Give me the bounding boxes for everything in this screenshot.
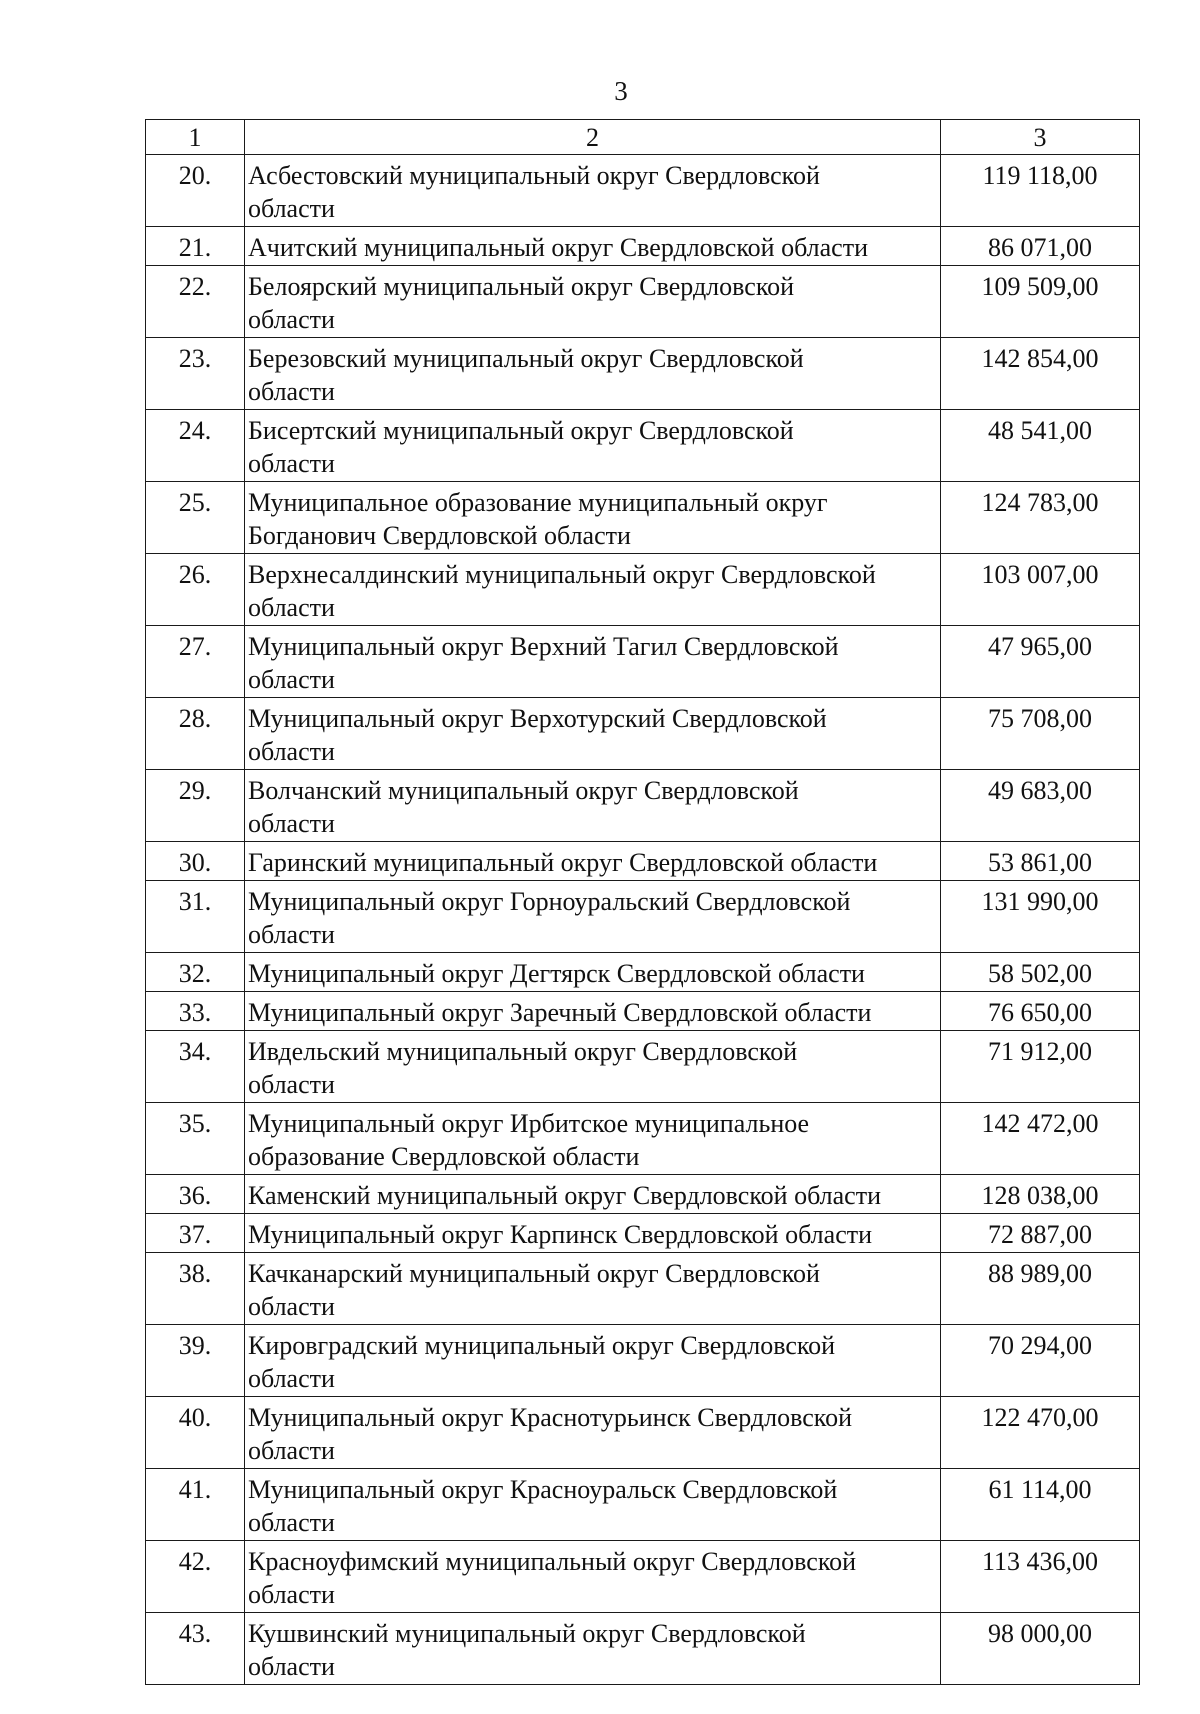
amount-value: 49 683,00 <box>941 770 1140 842</box>
municipality-name: Муниципальный округ Красноуральск Свердловской области <box>245 1469 941 1541</box>
amount-value: 142 854,00 <box>941 338 1140 410</box>
municipality-name: Березовский муниципальный округ Свердловской области <box>245 338 941 410</box>
row-number: 26. <box>146 554 245 626</box>
municipality-name: Волчанский муниципальный округ Свердловской области <box>245 770 941 842</box>
municipality-name: Бисертский муниципальный округ Свердловской области <box>245 410 941 482</box>
row-number: 38. <box>146 1253 245 1325</box>
table-row <box>146 338 1140 410</box>
municipality-name: Муниципальный округ Горноуральский Свердловской области <box>245 881 941 953</box>
row-number: 30. <box>146 842 245 881</box>
row-number: 40. <box>146 1397 245 1469</box>
amount-value: 53 861,00 <box>941 842 1140 881</box>
row-number: 23. <box>146 338 245 410</box>
row-number: 22. <box>146 266 245 338</box>
table-row <box>146 554 1140 626</box>
amount-value: 76 650,00 <box>941 992 1140 1031</box>
row-number: 28. <box>146 698 245 770</box>
table-body <box>146 120 1140 1685</box>
table-header-row <box>146 120 1140 155</box>
municipality-name: Красноуфимский муниципальный округ Свердловской области <box>245 1541 941 1613</box>
allocation-table <box>145 119 1140 1685</box>
amount-value: 119 118,00 <box>941 155 1140 227</box>
municipality-name: Каменский муниципальный округ Свердловской области <box>245 1175 941 1214</box>
row-number: 34. <box>146 1031 245 1103</box>
row-number: 31. <box>146 881 245 953</box>
amount-value: 131 990,00 <box>941 881 1140 953</box>
amount-value: 98 000,00 <box>941 1613 1140 1685</box>
municipality-name: Ачитский муниципальный округ Свердловской области <box>245 227 941 266</box>
amount-value: 47 965,00 <box>941 626 1140 698</box>
row-number: 42. <box>146 1541 245 1613</box>
municipality-name: Гаринский муниципальный округ Свердловской области <box>245 842 941 881</box>
municipality-name: Муниципальный округ Дегтярск Свердловской области <box>245 953 941 992</box>
municipality-name: Муниципальный округ Ирбитское муниципальное образование Свердловской области <box>245 1103 941 1175</box>
municipality-name: Кушвинский муниципальный округ Свердловской области <box>245 1613 941 1685</box>
table-row <box>146 1397 1140 1469</box>
amount-value: 71 912,00 <box>941 1031 1140 1103</box>
amount-value: 128 038,00 <box>941 1175 1140 1214</box>
row-number: 32. <box>146 953 245 992</box>
row-number: 21. <box>146 227 245 266</box>
municipality-name: Ивдельский муниципальный округ Свердловской области <box>245 1031 941 1103</box>
row-number: 39. <box>146 1325 245 1397</box>
table-row <box>146 992 1140 1031</box>
table-row <box>146 953 1140 992</box>
municipality-name: Кировградский муниципальный округ Свердловской области <box>245 1325 941 1397</box>
amount-value: 113 436,00 <box>941 1541 1140 1613</box>
amount-value: 109 509,00 <box>941 266 1140 338</box>
row-number: 27. <box>146 626 245 698</box>
row-number: 36. <box>146 1175 245 1214</box>
table-row <box>146 1031 1140 1103</box>
municipality-name: Качканарский муниципальный округ Свердловской области <box>245 1253 941 1325</box>
amount-value: 103 007,00 <box>941 554 1140 626</box>
row-number: 20. <box>146 155 245 227</box>
amount-value: 75 708,00 <box>941 698 1140 770</box>
municipality-name: Муниципальный округ Карпинск Свердловской области <box>245 1214 941 1253</box>
table-row <box>146 1469 1140 1541</box>
municipality-name: Белоярский муниципальный округ Свердловской области <box>245 266 941 338</box>
row-number: 43. <box>146 1613 245 1685</box>
table-row <box>146 482 1140 554</box>
amount-value: 61 114,00 <box>941 1469 1140 1541</box>
table-row <box>146 266 1140 338</box>
table-row <box>146 698 1140 770</box>
table-row <box>146 626 1140 698</box>
amount-value: 58 502,00 <box>941 953 1140 992</box>
table-row <box>146 842 1140 881</box>
column-header-number: 1 <box>146 120 245 155</box>
amount-value: 72 887,00 <box>941 1214 1140 1253</box>
column-header-name: 2 <box>245 120 941 155</box>
row-number: 37. <box>146 1214 245 1253</box>
municipality-name: Верхнесалдинский муниципальный округ Свердловской области <box>245 554 941 626</box>
amount-value: 88 989,00 <box>941 1253 1140 1325</box>
column-header-amount: 3 <box>941 120 1140 155</box>
municipality-name: Муниципальный округ Верхотурский Свердловской области <box>245 698 941 770</box>
row-number: 25. <box>146 482 245 554</box>
row-number: 33. <box>146 992 245 1031</box>
table-row <box>146 1103 1140 1175</box>
table-row <box>146 1214 1140 1253</box>
amount-value: 124 783,00 <box>941 482 1140 554</box>
municipality-name: Муниципальный округ Верхний Тагил Свердловской области <box>245 626 941 698</box>
table-row <box>146 155 1140 227</box>
table-row <box>146 1541 1140 1613</box>
row-number: 24. <box>146 410 245 482</box>
row-number: 29. <box>146 770 245 842</box>
table-row <box>146 881 1140 953</box>
municipality-name: Асбестовский муниципальный округ Свердловской области <box>245 155 941 227</box>
amount-value: 122 470,00 <box>941 1397 1140 1469</box>
page-number: 3 <box>614 76 628 106</box>
table-row <box>146 1325 1140 1397</box>
municipality-name: Муниципальное образование муниципальный округ Богданович Свердловской области <box>245 482 941 554</box>
amount-value: 70 294,00 <box>941 1325 1140 1397</box>
municipality-name: Муниципальный округ Краснотурьинск Свердловской области <box>245 1397 941 1469</box>
row-number: 35. <box>146 1103 245 1175</box>
municipality-name: Муниципальный округ Заречный Свердловской области <box>245 992 941 1031</box>
table-row <box>146 1175 1140 1214</box>
table-row <box>146 227 1140 266</box>
table-row <box>146 1253 1140 1325</box>
amount-value: 86 071,00 <box>941 227 1140 266</box>
table-row <box>146 410 1140 482</box>
amount-value: 142 472,00 <box>941 1103 1140 1175</box>
amount-value: 48 541,00 <box>941 410 1140 482</box>
row-number: 41. <box>146 1469 245 1541</box>
table-row <box>146 1613 1140 1685</box>
table-row <box>146 770 1140 842</box>
